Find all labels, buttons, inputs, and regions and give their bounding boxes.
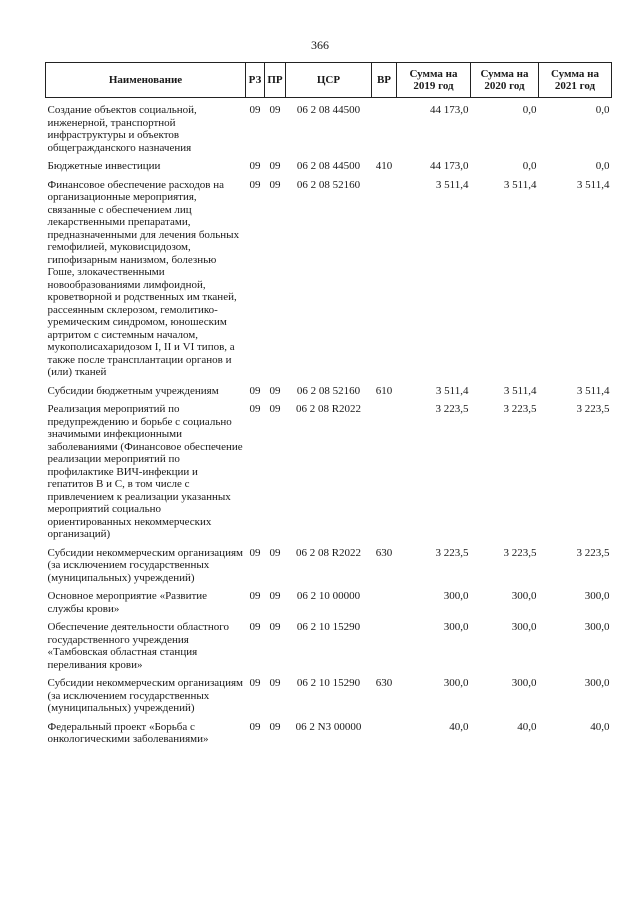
cell-2019: 3 223,5 <box>435 546 469 559</box>
cell-2019: 40,0 <box>449 720 469 733</box>
cell-csr: 06 2 08 44500 <box>296 160 361 172</box>
cell-2019: 300,0 <box>443 677 469 689</box>
cell-2019: 3 223,5 <box>435 403 469 415</box>
cell-rz: 09 <box>249 621 261 633</box>
cell-2021: 300,0 <box>584 677 610 689</box>
cell-2021: 3 511,4 <box>576 178 610 191</box>
cell-2020: 3 223,5 <box>503 546 537 559</box>
cell-2020: 0,0 <box>522 104 537 116</box>
cell-name: Обеспечение деятельности областного государственного учреждения «Тамбовская областная станция переливания крови» <box>47 621 229 671</box>
header-csr: ЦСР <box>286 63 372 98</box>
cell-name: Субсидии некоммерческим организациям (за исключением государственных (муниципальных) учреждений) <box>47 546 243 584</box>
cell-2019: 300,0 <box>443 621 469 633</box>
cell-pr: 09 <box>269 403 281 415</box>
cell-2020: 300,0 <box>511 590 537 602</box>
cell-2019: 300,0 <box>443 590 469 602</box>
cell-rz: 09 <box>249 720 261 733</box>
header-name: Наименование <box>46 63 246 98</box>
cell-2021: 3 223,5 <box>576 403 610 415</box>
cell-pr: 09 <box>269 720 281 733</box>
header-vr: ВР <box>372 63 397 98</box>
table-header-row <box>46 63 612 98</box>
cell-pr: 09 <box>269 546 281 559</box>
header-2021: Сумма на 2021 год <box>539 63 612 98</box>
table-row <box>46 547 612 585</box>
cell-2021: 300,0 <box>584 590 610 602</box>
cell-name: Реализация мероприятий по предупреждению и борьбе с социально значимыми инфекционными заболеваниями (Финансовое обеспечение реализации мероприятий по профилактике ВИЧ-инфекции и гепатитов В и С, в том числе с привлечением к реализации указанных мероприятий социально ориентированных некоммерческих организаций) <box>47 403 243 540</box>
budget-table <box>45 62 612 746</box>
cell-vr <box>372 104 397 154</box>
header-pr: ПР <box>265 63 286 98</box>
cell-csr: 06 2 10 00000 <box>296 590 361 602</box>
cell-rz: 09 <box>249 677 261 689</box>
cell-name: Бюджетные инвестиции <box>47 160 161 172</box>
cell-csr: 06 2 08 52160 <box>296 178 361 191</box>
cell-2021: 40,0 <box>590 720 610 733</box>
cell-name: Основное мероприятие «Развитие службы крови» <box>47 590 208 615</box>
header-2019: Сумма на 2019 год <box>397 63 471 98</box>
table-row <box>46 721 612 746</box>
cell-rz: 09 <box>249 403 261 415</box>
cell-2019: 3 511,4 <box>435 384 469 397</box>
cell-2020: 0,0 <box>522 160 537 172</box>
cell-2021: 3 511,4 <box>576 384 610 397</box>
cell-csr: 06 2 08 44500 <box>296 104 361 116</box>
table-row <box>46 160 612 173</box>
cell-vr <box>372 621 397 671</box>
cell-rz: 09 <box>249 104 261 116</box>
table-row <box>46 104 612 154</box>
cell-2020: 300,0 <box>511 621 537 633</box>
cell-2021: 0,0 <box>595 104 610 116</box>
cell-rz: 09 <box>249 546 261 559</box>
table-row <box>46 179 612 379</box>
cell-2021: 3 223,5 <box>576 546 610 559</box>
cell-vr <box>372 179 397 379</box>
cell-vr: 610 <box>375 384 393 397</box>
cell-vr: 630 <box>375 546 393 559</box>
cell-csr: 06 2 08 R2022 <box>295 403 362 415</box>
cell-rz: 09 <box>249 590 261 602</box>
cell-pr: 09 <box>269 590 281 602</box>
cell-csr: 06 2 08 52160 <box>296 384 361 397</box>
cell-name: Субсидии некоммерческим организациям (за исключением государственных (муниципальных) учреждений) <box>47 677 243 714</box>
table-row <box>46 677 612 715</box>
cell-pr: 09 <box>269 621 281 633</box>
cell-2020: 3 511,4 <box>503 384 537 397</box>
cell-2019: 44 173,0 <box>430 160 469 172</box>
cell-pr: 09 <box>269 384 281 397</box>
header-2020: Сумма на 2020 год <box>471 63 539 98</box>
table-row <box>46 590 612 615</box>
cell-pr: 09 <box>269 178 281 191</box>
cell-csr: 06 2 10 15290 <box>296 621 361 633</box>
page-number: 366 <box>311 38 329 52</box>
cell-name: Создание объектов социальной, инженерной, транспортной инфраструктуры и объектов общегражданского назначения <box>47 104 197 154</box>
cell-vr <box>372 721 397 746</box>
cell-2020: 40,0 <box>517 720 537 733</box>
cell-rz: 09 <box>249 384 261 397</box>
table-row <box>46 385 612 398</box>
cell-pr: 09 <box>269 104 281 116</box>
cell-csr: 06 2 10 15290 <box>296 677 361 689</box>
cell-name: Финансовое обеспечение расходов на организационные мероприятия, связанные с обеспечением лиц лекарственными препаратами, предназначенными для лечения больных гемофилией, муковисцидозом, гипофизарным нанизмом, болезнью Гоше, злокачественными новообразованиями лимфоидной, кроветворной и родственных им тканей, рассеянным склерозом, гемолитико-уремическим синдромом, юношеским артритом с системным началом, мукополисахаридозом I, II и VI типов, а также после трансплантации органов и (или) тканей <box>47 178 240 378</box>
cell-vr <box>372 590 397 615</box>
cell-2020: 3 223,5 <box>503 403 537 415</box>
cell-name: Субсидии бюджетным учреждениям <box>47 384 219 397</box>
cell-2019: 44 173,0 <box>430 104 469 116</box>
cell-rz: 09 <box>249 160 261 172</box>
cell-2020: 300,0 <box>511 677 537 689</box>
table-row <box>46 403 612 541</box>
cell-2020: 3 511,4 <box>503 178 537 191</box>
table-row <box>46 621 612 671</box>
header-rz: РЗ <box>246 63 265 98</box>
cell-csr: 06 2 08 R2022 <box>295 546 362 559</box>
cell-name: Федеральный проект «Борьба с онкологическими заболеваниями» <box>47 720 209 745</box>
cell-vr: 410 <box>375 160 393 172</box>
cell-pr: 09 <box>269 160 281 172</box>
cell-rz: 09 <box>249 178 261 191</box>
cell-csr: 06 2 N3 00000 <box>295 720 362 733</box>
cell-vr: 630 <box>375 677 393 689</box>
cell-2019: 3 511,4 <box>435 178 469 191</box>
cell-vr <box>372 403 397 541</box>
table-body <box>46 98 612 746</box>
cell-2021: 0,0 <box>595 160 610 172</box>
cell-2021: 300,0 <box>584 621 610 633</box>
cell-pr: 09 <box>269 677 281 689</box>
